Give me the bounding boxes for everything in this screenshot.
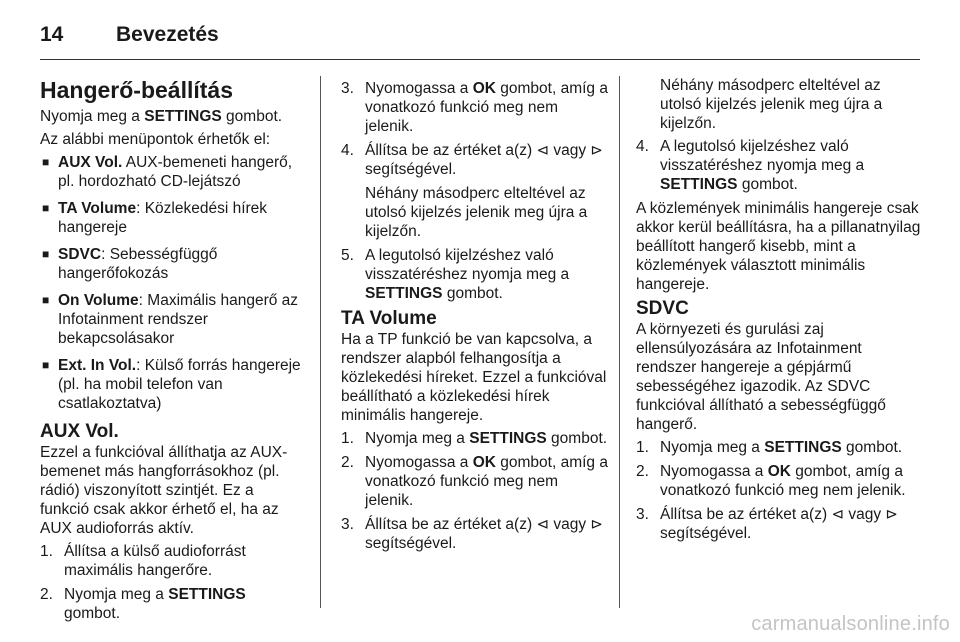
- list-item: 2. Nyomja meg a SETTINGS gombot.: [40, 586, 246, 622]
- arrow-right-icon: ⊳: [885, 505, 898, 523]
- aux-steps-continued: [341, 79, 609, 303]
- ta-steps: [341, 429, 609, 553]
- bullet-item: ■ On Volume: Maximális hangerő az Infotainment rendszer bekapcsolásakor: [42, 292, 299, 347]
- watermark: carmanualsonline.info: [751, 613, 950, 635]
- intro-paragraph: Nyomja meg a SETTINGS gombot.: [40, 108, 283, 125]
- column-3: [636, 76, 926, 548]
- column-divider-2: [619, 76, 620, 608]
- bullet-item: ■ SDVC: Sebességfüggő hangerőfokozás: [42, 246, 218, 282]
- ta-steps-continued: [636, 137, 926, 194]
- section-heading-volume: Hangerő-beállítás: [40, 77, 233, 103]
- menu-intro: Az alábbi menüpontok érhetők el:: [40, 131, 271, 148]
- bullet-icon: ■: [42, 293, 50, 307]
- list-item: 2. Nyomogassa a OK gombot, amíg a vonatkozó funkció meg nem jelenik.: [341, 454, 608, 509]
- bullet-item: ■ Ext. In Vol.: Külső forrás hangereje (pl. ha mobil telefon van csatlakoztatva): [42, 357, 301, 412]
- section-heading-sdvc: SDVC: [636, 298, 689, 319]
- section-heading-ta-volume: TA Volume: [341, 308, 437, 329]
- list-item: 1. Nyomja meg a SETTINGS gombot.: [636, 439, 903, 456]
- bullet-icon: ■: [42, 358, 50, 372]
- ta-note-paragraph: A közlemények minimális hangereje csak akkor kerül beállításra, ha a pillanatnyilag beállított hangerő kisebb, mint a közlemények választott minimális hangereje.: [636, 200, 921, 293]
- list-item: 3. Nyomogassa a OK gombot, amíg a vonatkozó funkció meg nem jelenik.: [341, 80, 608, 135]
- arrow-right-icon: ⊳: [590, 515, 603, 533]
- arrow-left-icon: ⊲: [831, 505, 845, 523]
- column-2: [341, 76, 609, 558]
- arrow-left-icon: ⊲: [536, 141, 550, 159]
- list-item: 4. A legutolsó kijelzéshez való visszatéréshez nyomja meg a SETTINGS gombot.: [636, 138, 865, 193]
- bullet-icon: ■: [42, 155, 50, 169]
- aux-paragraph: Ezzel a funkcióval állíthatja az AUX-bemenet más hangforrásokhoz (pl. rádió) viszonyított szintjét. Ez a funkció csak akkor érhető el, ha az AUX audioforrás aktív.: [40, 444, 288, 537]
- page-number: 14: [40, 23, 64, 46]
- step-note: Néhány másodperc elteltével az utolsó kijelzés jelenik meg újra a kijelzőn.: [660, 77, 883, 132]
- ta-paragraph: Ha a TP funkció be van kapcsolva, a rendszer alapból felhangosítja a közlekedési híreket. Ezzel a funkcióval beállítható a közlekedési hírek minimális hangereje.: [341, 331, 607, 424]
- bullet-icon: ■: [42, 201, 50, 215]
- bullet-item: ■ AUX Vol. AUX-bemeneti hangerő, pl. hordozható CD-lejátszó: [42, 154, 293, 190]
- page-header: [40, 18, 920, 52]
- list-item: 1. Állítsa a külső audioforrást maximális hangerőre.: [40, 543, 246, 579]
- section-heading-aux: AUX Vol.: [40, 421, 119, 442]
- sdvc-paragraph: A környezeti és gurulási zaj ellensúlyozására az Infotainment rendszer hangereje a gépjármű sebességéhez igazodik. Az SDVC funkcióval állítható a sebességfüggő hangerő.: [636, 321, 886, 433]
- arrow-right-icon: ⊳: [590, 141, 603, 159]
- page-title: Bevezetés: [116, 23, 219, 46]
- column-1: [40, 66, 306, 628]
- list-item: 2. Nyomogassa a OK gombot, amíg a vonatkozó funkció meg nem jelenik.: [636, 463, 906, 499]
- step-note: Néhány másodperc elteltével az utolsó kijelzés jelenik meg újra a kijelzőn.: [365, 185, 588, 240]
- list-item: 3. Állítsa be az értéket a(z) ⊲ vagy ⊳ segítségével.: [341, 515, 603, 552]
- header-divider: [40, 59, 920, 60]
- sdvc-steps: [636, 438, 926, 543]
- column-divider-1: [320, 76, 321, 608]
- aux-steps: [40, 542, 306, 623]
- list-item: 5. A legutolsó kijelzéshez való visszatéréshez nyomja meg a SETTINGS gombot.: [341, 247, 570, 302]
- list-item: 3. Állítsa be az értéket a(z) ⊲ vagy ⊳ segítségével.: [636, 505, 898, 542]
- list-item: 4. Állítsa be az értéket a(z) ⊲ vagy ⊳ segítségével. Néhány másodperc elteltével az utolsó kijelzés jelenik meg újra a kijelzőn.: [341, 141, 609, 241]
- bullet-item: ■ TA Volume: Közlekedési hírek hangereje: [42, 200, 268, 236]
- arrow-left-icon: ⊲: [536, 515, 550, 533]
- bullet-icon: ■: [42, 247, 50, 261]
- list-item: 1. Nyomja meg a SETTINGS gombot.: [341, 430, 608, 447]
